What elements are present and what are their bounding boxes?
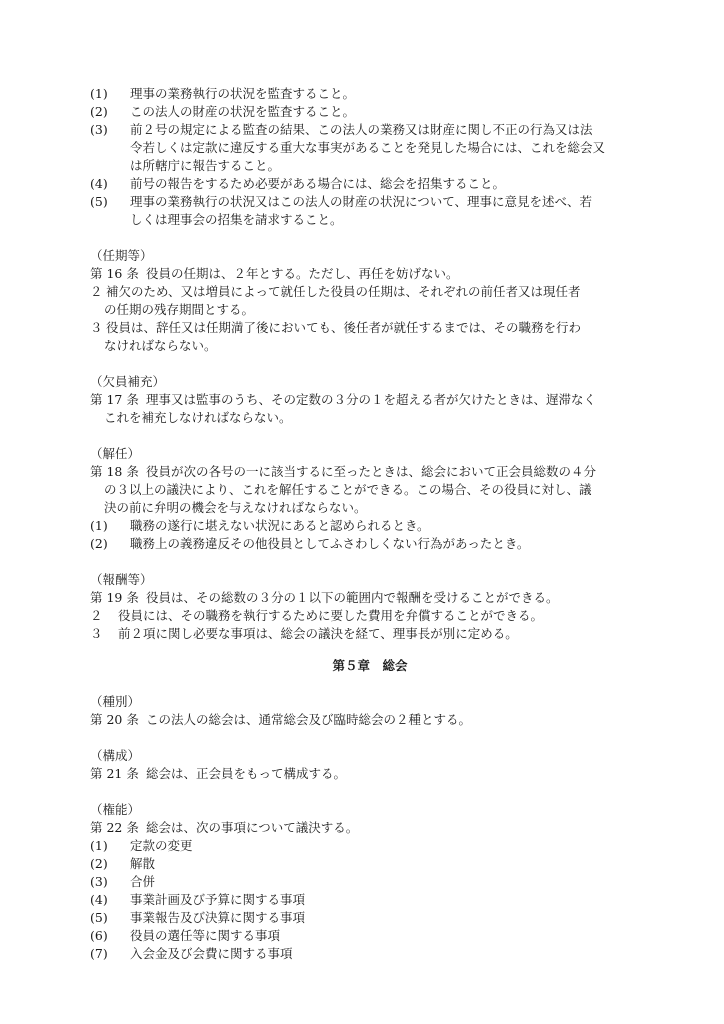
item-number: (2) [90,856,108,871]
section-heading: （報酬等） [90,572,153,587]
item-number: (3) [90,874,108,889]
list-item [90,175,650,193]
list-item [90,103,650,121]
section-heading: （構成） [90,748,141,763]
article-paragraph [90,625,650,643]
item-text: 職務上の義務違反その他役員としてふさわしくない行為があったとき。 [130,536,530,551]
article-text: 役員は、辞任又は任期満了後においても、後任者が就任するまでは、その職務を行わ [106,320,582,335]
list-item [90,85,650,103]
item-number: (1) [90,86,108,101]
item-text-continued: 令若しくは定款に違反する重大な事実があることを発見した場合には、これを総会又 [130,140,606,155]
article-number: 第 17 条 [90,392,139,407]
article-paragraph [90,319,650,337]
article-number: 第 19 条 [90,590,139,605]
item-number: (4) [90,892,108,907]
list-item [90,193,650,211]
item-number: (5) [90,194,108,209]
section-heading: （権能） [90,802,141,817]
section-heading: （任期等） [90,248,153,263]
document-body [90,85,650,963]
article-text: 役員の任期は、２年とする。ただし、再任を妨げない。 [146,266,459,281]
article-number: 第 16 条 [90,266,139,281]
article-text-continued: なければならない。 [104,338,217,353]
article-text-continued: 決の前に弁明の機会を与えなければならない。 [104,500,367,515]
list-item [90,909,650,927]
list-item [90,121,650,139]
item-text: 合併 [130,874,156,889]
item-text: 入会金及び会費に関する事項 [130,946,293,961]
article-text-continued: これを補充しなければならない。 [104,410,292,425]
section-heading: （種別） [90,694,141,709]
item-text-continued: は所轄庁に報告すること。 [130,158,281,173]
paragraph-number: ３ [90,626,103,641]
item-text: 理事の業務執行の状況を監査すること。 [130,86,356,101]
item-number: (2) [90,536,108,551]
section-heading: （欠員補充） [90,374,166,389]
list-item [90,517,650,535]
article-paragraph [90,589,650,607]
article-text: この法人の総会は、通常総会及び臨時総会の２種とする。 [146,712,472,727]
item-number: (6) [90,928,108,943]
item-text-continued: しくは理事会の招集を請求すること。 [130,212,343,227]
item-number: (4) [90,176,108,191]
article-text: 役員には、その職務を執行するために要した費用を弁償することができる。 [118,608,544,623]
section-heading: （解任） [90,446,141,461]
article-text: 総会は、正会員をもって構成する。 [146,766,347,781]
article-number: 第 18 条 [90,464,139,479]
item-number: (3) [90,122,108,137]
chapter-title: 第５章 総会 [332,658,408,673]
list-item [90,535,650,553]
item-text: 前２号の規定による監査の結果、この法人の業務又は財産に関し不正の行為又は法 [130,122,593,137]
item-text: 解散 [130,856,156,871]
article-paragraph [90,265,650,283]
article-text: 理事又は監事のうち、その定数の３分の１を超える者が欠けたときは、遅滞なく [146,392,597,407]
item-text: 役員の選任等に関する事項 [130,928,281,943]
article-text-continued: の３以上の議決により、これを解任することができる。この場合、その役員に対し、議 [104,482,592,497]
item-text: 理事の業務執行の状況又はこの法人の財産の状況について、理事に意見を述べ、若 [130,194,593,209]
item-number: (1) [90,518,108,533]
list-item [90,873,650,891]
item-number: (2) [90,104,108,119]
article-paragraph [90,391,650,409]
paragraph-number: ２ [90,284,103,299]
article-number: 第 20 条 [90,712,139,727]
article-number: 第 21 条 [90,766,139,781]
article-text: 役員は、その総数の３分の１以下の範囲内で報酬を受けることができる。 [146,590,559,605]
list-item [90,837,650,855]
article-paragraph [90,463,650,481]
item-number: (7) [90,946,108,961]
article-text: 総会は、次の事項について議決する。 [146,820,359,835]
article-text: 前２項に関し必要な事項は、総会の議決を経て、理事長が別に定める。 [118,626,518,641]
item-number: (1) [90,838,108,853]
item-text: 事業報告及び決算に関する事項 [130,910,306,925]
item-number: (5) [90,910,108,925]
article-text: 補欠のため、又は増員によって就任した役員の任期は、それぞれの前任者又は現任者 [106,284,581,299]
audit-duties-list [90,85,650,229]
article-paragraph [90,765,650,783]
article-paragraph [90,711,650,729]
article-paragraph [90,607,650,625]
list-item [90,927,650,945]
item-text: 職務の遂行に堪えない状況にあると認められるとき。 [130,518,430,533]
item-text: 前号の報告をするため必要がある場合には、総会を招集すること。 [130,176,506,191]
list-item [90,891,650,909]
list-item [90,945,650,963]
article-paragraph [90,283,650,301]
paragraph-number: ２ [90,608,103,623]
paragraph-number: ３ [90,320,103,335]
item-text: この法人の財産の状況を監査すること。 [130,104,356,119]
article-text: 役員が次の各号の一に該当するに至ったときは、総会において正会員総数の４分 [146,464,597,479]
article-text-continued: の任期の残存期間とする。 [104,302,255,317]
article-paragraph [90,819,650,837]
item-text: 定款の変更 [130,838,193,853]
article-number: 第 22 条 [90,820,139,835]
list-item [90,855,650,873]
item-text: 事業計画及び予算に関する事項 [130,892,306,907]
